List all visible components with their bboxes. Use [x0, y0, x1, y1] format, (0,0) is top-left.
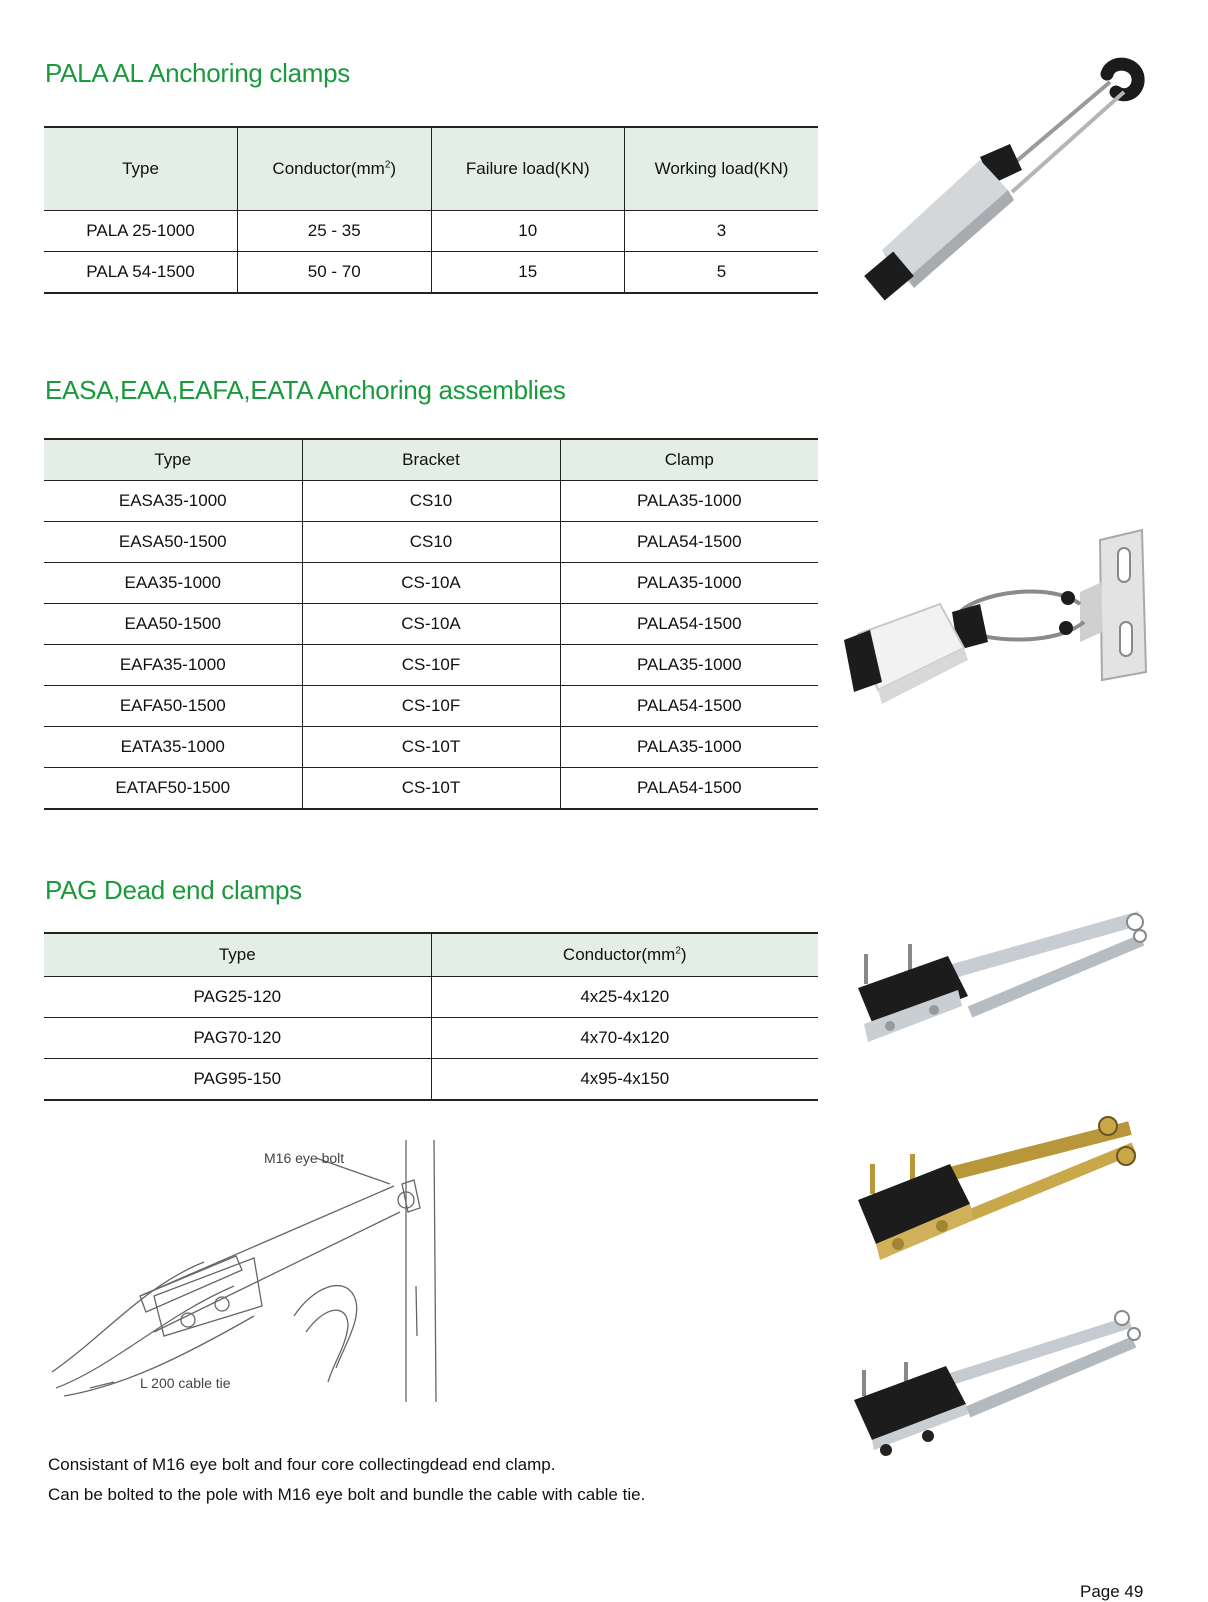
pala-spec-table [44, 126, 818, 294]
cell-type: EATA35-1000 [44, 727, 302, 768]
column-header-working-load: Working load(KN) [625, 127, 819, 211]
cell-failure-load: 10 [431, 211, 625, 252]
cell-working-load: 3 [625, 211, 819, 252]
cell-type: PAG70-120 [44, 1018, 431, 1059]
table-row [44, 563, 818, 604]
table-row [44, 1018, 818, 1059]
section-title-pala: PALA AL Anchoring clamps [45, 58, 350, 88]
cell-clamp: PALA54-1500 [560, 522, 818, 563]
cell-type: PAG25-120 [44, 977, 431, 1018]
column-header-clamp: Clamp [560, 439, 818, 481]
installation-drawing [44, 1136, 454, 1406]
table-header-row [44, 127, 818, 211]
cell-type: PAG95-150 [44, 1059, 431, 1101]
table-row [44, 211, 818, 252]
table-row [44, 522, 818, 563]
cell-conductor: 4x95-4x150 [431, 1059, 818, 1101]
cell-bracket: CS-10T [302, 768, 560, 810]
column-header-type: Type [44, 439, 302, 481]
pag-spec-table [44, 932, 818, 1101]
table-row [44, 768, 818, 810]
cell-conductor: 4x25-4x120 [431, 977, 818, 1018]
column-header-type: Type [44, 127, 238, 211]
cell-clamp: PALA54-1500 [560, 686, 818, 727]
pag-clamp-photo-gold [850, 1104, 1160, 1269]
cell-type: EAFA50-1500 [44, 686, 302, 727]
table-row [44, 686, 818, 727]
description-line-1: Consistant of M16 eye bolt and four core collectingdead end clamp. [48, 1455, 556, 1474]
label-cable-tie: L 200 cable tie [140, 1375, 231, 1391]
cell-clamp: PALA35-1000 [560, 727, 818, 768]
column-header-bracket: Bracket [302, 439, 560, 481]
cell-clamp: PALA35-1000 [560, 481, 818, 522]
table-row [44, 977, 818, 1018]
pag-clamp-photo-steel [848, 1300, 1158, 1465]
table-row [44, 252, 818, 294]
cell-clamp: PALA35-1000 [560, 563, 818, 604]
cell-clamp: PALA35-1000 [560, 645, 818, 686]
table-row [44, 645, 818, 686]
cell-type: PALA 54-1500 [44, 252, 238, 294]
cell-type: EATAF50-1500 [44, 768, 302, 810]
table-row [44, 1059, 818, 1101]
cell-type: PALA 25-1000 [44, 211, 238, 252]
cell-bracket: CS10 [302, 522, 560, 563]
cell-bracket: CS-10A [302, 604, 560, 645]
pala-clamp-photo [862, 52, 1152, 302]
cell-type: EASA35-1000 [44, 481, 302, 522]
cell-bracket: CS-10T [302, 727, 560, 768]
cell-conductor: 4x70-4x120 [431, 1018, 818, 1059]
column-header-conductor: $Conductor(mm^2)$ [238, 127, 432, 211]
description [48, 1450, 645, 1510]
column-header-conductor: $Conductor(mm^2)$ [431, 933, 818, 977]
cell-clamp: PALA54-1500 [560, 604, 818, 645]
table-row [44, 604, 818, 645]
column-header-type: Type [44, 933, 431, 977]
table-row [44, 481, 818, 522]
cell-conductor: 25 - 35 [238, 211, 432, 252]
cell-type: EAFA35-1000 [44, 645, 302, 686]
cell-bracket: CS-10F [302, 686, 560, 727]
cell-bracket: CS-10F [302, 645, 560, 686]
page-number: Page 49 [1080, 1582, 1144, 1601]
section-title-easa: EASA,EAA,EAFA,EATA Anchoring assemblies [45, 375, 566, 405]
label-m16-eye-bolt: M16 eye bolt [264, 1150, 345, 1166]
section-title-pag: PAG Dead end clamps [45, 875, 302, 905]
cell-type: EASA50-1500 [44, 522, 302, 563]
cell-type: EAA50-1500 [44, 604, 302, 645]
cell-bracket: CS10 [302, 481, 560, 522]
anchoring-assembly-photo [840, 522, 1160, 732]
cell-bracket: CS-10A [302, 563, 560, 604]
cell-failure-load: 15 [431, 252, 625, 294]
column-header-failure-load: Failure load(KN) [431, 127, 625, 211]
description-line-2: Can be bolted to the pole with M16 eye bolt and bundle the cable with cable tie. [48, 1485, 646, 1504]
table-header-row [44, 933, 818, 977]
cell-working-load: 5 [625, 252, 819, 294]
table-header-row [44, 439, 818, 481]
cell-conductor: 50 - 70 [238, 252, 432, 294]
table-row [44, 727, 818, 768]
cell-clamp: PALA54-1500 [560, 768, 818, 810]
pag-clamp-photo-silver [850, 900, 1160, 1060]
easa-spec-table [44, 438, 818, 810]
cell-type: EAA35-1000 [44, 563, 302, 604]
